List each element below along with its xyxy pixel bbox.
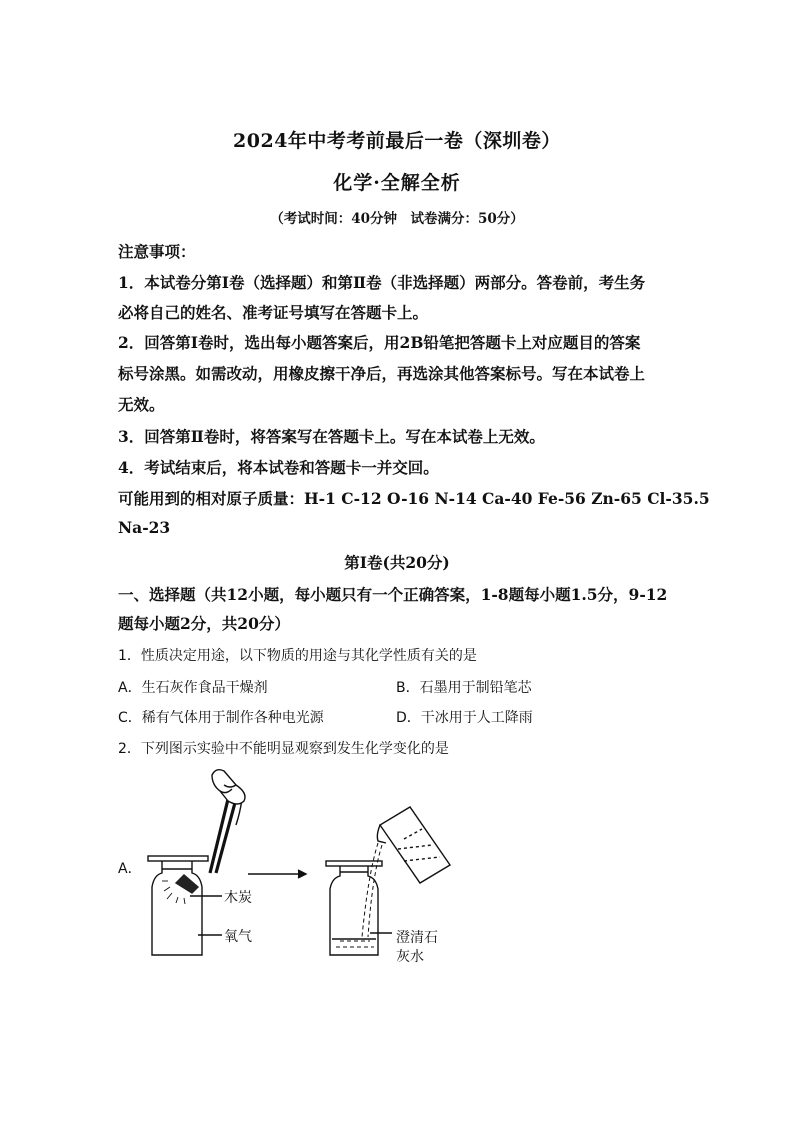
section-heading: 一、选择题（共12小题，每小题只有一个正确答案，1-8题每小题1.5分，9-12 — [118, 585, 668, 604]
charcoal-icon — [176, 875, 198, 893]
limewater-label-line2: 灰水 — [396, 949, 424, 965]
notice-line: 2．回答第Ⅰ卷时，选出每小题答案后，用2B铅笔把答题卡上对应题目的答案 — [118, 333, 641, 352]
gas-bottle-left — [148, 856, 208, 955]
notice-line: 4．考试结束后，将本试卷和答题卡一并交回。 — [118, 458, 439, 477]
pouring-stream — [362, 843, 382, 937]
section-heading: 题每小题2分，共20分） — [118, 614, 290, 633]
notice-line: 标号涂黑。如需改动，用橡皮擦干净后，再选涂其他答案标号。写在本试卷上 — [118, 364, 646, 383]
question-1-stem: 1．性质决定用途，以下物质的用途与其化学性质有关的是 — [118, 648, 477, 664]
notice-heading: 注意事项： — [118, 242, 196, 261]
atomic-mass-line: Na-23 — [118, 518, 171, 537]
question-1-option-a: A．生石灰作食品干燥剂 — [118, 680, 268, 696]
exam-time-score: （考试时间：40分钟 试卷满分：50分） — [270, 211, 524, 227]
question-1-option-d: D．干冰用于人工降雨 — [396, 710, 533, 726]
gas-bottle-right — [326, 861, 382, 955]
notice-line: 必将自己的姓名、准考证号填写在答题卡上。 — [118, 303, 429, 322]
exam-title: 2024年中考考前最后一卷（深圳卷） — [233, 130, 561, 152]
beaker-icon — [377, 807, 450, 883]
hand-icon — [212, 770, 245, 804]
limewater-label-line1: 澄清石 — [396, 930, 438, 946]
atomic-mass-line: 可能用到的相对原子质量：H-1 C-12 O-16 N-14 Ca-40 Fe-56 Zn-65 Cl-35.5 — [118, 489, 710, 508]
exam-subtitle: 化学·全解全析 — [333, 172, 461, 194]
question-2-option-a-label: A． — [118, 861, 142, 877]
charcoal-label: 木炭 — [224, 890, 252, 906]
section-title: 第Ⅰ卷(共20分) — [344, 553, 450, 572]
notice-line: 无效。 — [118, 395, 165, 414]
notice-line: 3．回答第Ⅱ卷时，将答案写在答题卡上。写在本试卷上无效。 — [118, 427, 545, 446]
right-arrow-icon — [248, 870, 306, 878]
oxygen-label: 氧气 — [224, 929, 252, 945]
question-1-option-b: B．石墨用于制铅笔芯 — [396, 680, 532, 696]
question-2-stem: 2．下列图示实验中不能明显观察到发生化学变化的是 — [118, 741, 449, 757]
notice-line: 1．本试卷分第Ⅰ卷（选择题）和第Ⅱ卷（非选择题）两部分。答卷前，考生务 — [118, 273, 646, 292]
question-1-option-c: C．稀有气体用于制作各种电光源 — [118, 710, 324, 726]
